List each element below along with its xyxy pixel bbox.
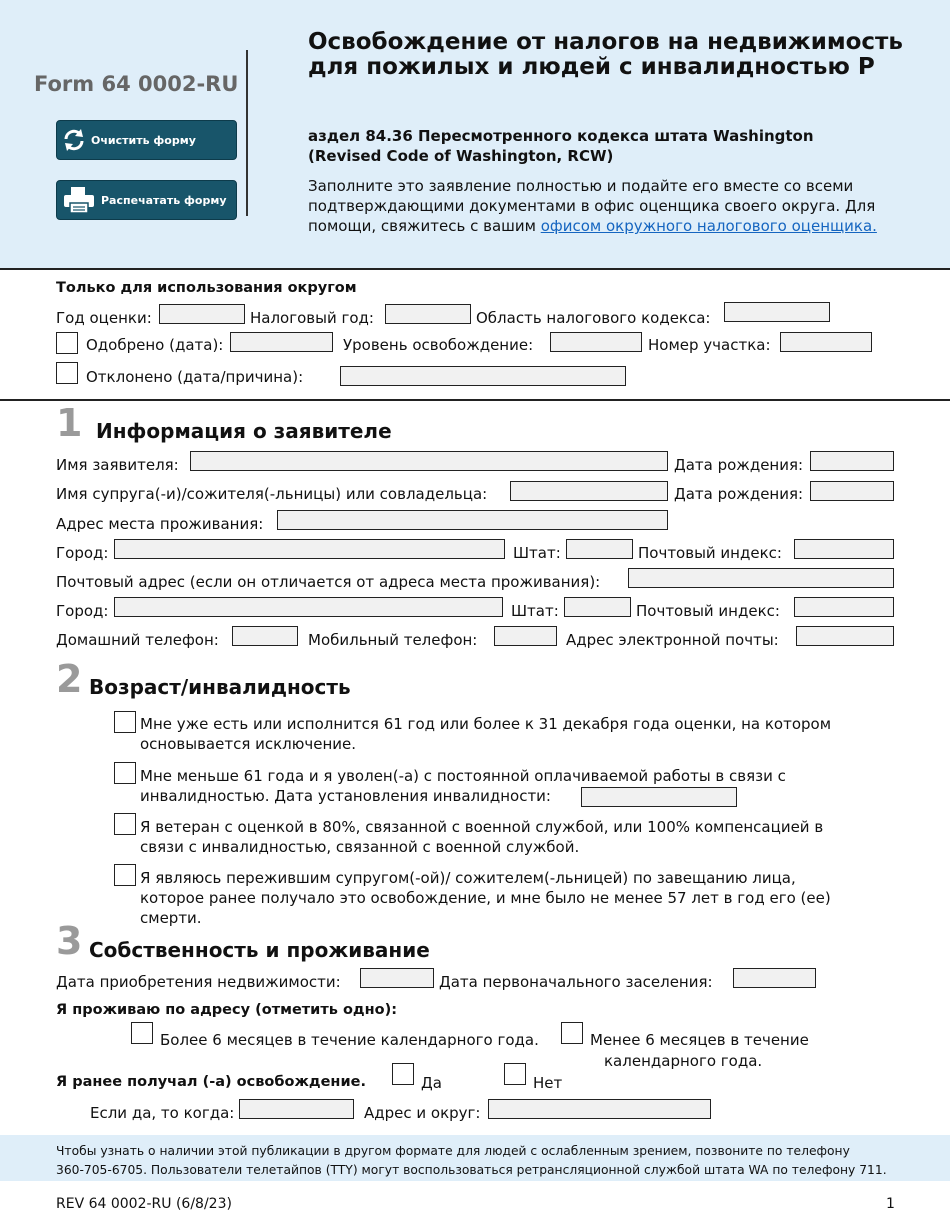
section1-title: Информация о заявителе bbox=[96, 419, 392, 443]
accessibility-line2: 360-705-6705. Пользователи телетайпов (TTY) могут воспользоваться ретрансляционной службой штата WA по телефону 711. bbox=[56, 1163, 887, 1177]
surviving-spouse-option bbox=[140, 868, 900, 928]
city2-label: Город: bbox=[56, 602, 109, 620]
prior-yes-checkbox[interactable] bbox=[392, 1063, 414, 1085]
mobile-phone-label: Мобильный телефон: bbox=[308, 631, 478, 649]
form-number: Form 64 0002-RU bbox=[34, 72, 239, 96]
veteran-line2: связи с инвалидностью, связанной с военной службой. bbox=[140, 838, 580, 856]
acquired-date-label: Дата приобретения недвижимости: bbox=[56, 973, 341, 991]
address-county-label: Адрес и округ: bbox=[364, 1104, 481, 1122]
state2-field[interactable] bbox=[564, 597, 631, 617]
more-than-6-label: Более 6 месяцев в течение календарного года. bbox=[160, 1031, 539, 1049]
printer-icon bbox=[57, 186, 101, 214]
subtitle bbox=[308, 126, 908, 166]
surviving-spouse-line3: смерти. bbox=[140, 909, 202, 927]
state-label: Штат: bbox=[513, 544, 561, 562]
section2-number: 2 bbox=[56, 657, 83, 701]
disability-option bbox=[140, 766, 900, 806]
disability-line1: Мне меньше 61 года и я уволен(-а) с постоянной оплачиваемой работы в связи с bbox=[140, 767, 786, 785]
revision-label: REV 64 0002-RU (6/8/23) bbox=[56, 1196, 232, 1212]
parcel-number-field[interactable] bbox=[780, 332, 872, 352]
spouse-birth-date-field[interactable] bbox=[810, 481, 894, 501]
birth-date-label: Дата рождения: bbox=[674, 456, 804, 474]
header-divider bbox=[246, 50, 248, 216]
email-field[interactable] bbox=[796, 626, 894, 646]
surviving-spouse-checkbox[interactable] bbox=[114, 864, 136, 886]
county-use-heading: Только для использования округом bbox=[56, 280, 357, 296]
zip-field[interactable] bbox=[794, 539, 894, 559]
home-phone-label: Домашний телефон: bbox=[56, 631, 219, 649]
clear-form-label: Очистить форму bbox=[91, 133, 196, 147]
surviving-spouse-line2: которое ранее получало это освобождение, и мне было не менее 57 лет в год его (ее) bbox=[140, 889, 831, 907]
tax-year-label: Налоговый год: bbox=[250, 309, 374, 327]
city-label: Город: bbox=[56, 544, 109, 562]
email-label: Адрес электронной почты: bbox=[566, 631, 779, 649]
refresh-icon bbox=[57, 126, 91, 154]
mailing-address-field[interactable] bbox=[628, 568, 894, 588]
denied-checkbox[interactable] bbox=[56, 362, 78, 384]
age-61-option bbox=[140, 714, 900, 754]
city-field[interactable] bbox=[114, 539, 505, 559]
veteran-line1: Я ветеран с оценкой в 80%, связанной с военной службой, или 100% компенсацией в bbox=[140, 818, 824, 836]
if-yes-when-label: Если да, то когда: bbox=[90, 1104, 235, 1122]
subtitle-line1: аздел 84.36 Пересмотренного кодекса штата Washington bbox=[308, 127, 814, 145]
spouse-name-field[interactable] bbox=[510, 481, 668, 501]
birth-date-field[interactable] bbox=[810, 451, 894, 471]
print-form-label: Распечатать форму bbox=[101, 193, 227, 207]
less-than-6-checkbox[interactable] bbox=[561, 1022, 583, 1044]
tax-code-area-label: Область налогового кодекса: bbox=[476, 309, 711, 327]
age-61-checkbox[interactable] bbox=[114, 711, 136, 733]
section3-title: Собственность и проживание bbox=[89, 938, 430, 962]
accessibility-notice bbox=[56, 1142, 936, 1180]
state-field[interactable] bbox=[566, 539, 633, 559]
state2-label: Штат: bbox=[511, 602, 559, 620]
city2-field[interactable] bbox=[114, 597, 503, 617]
spouse-birth-date-label: Дата рождения: bbox=[674, 485, 804, 503]
mobile-phone-field[interactable] bbox=[494, 626, 557, 646]
parcel-number-label: Номер участка: bbox=[648, 336, 771, 354]
section1-number: 1 bbox=[56, 401, 83, 445]
age-61-line2: основывается исключение. bbox=[140, 735, 357, 753]
residence-address-field[interactable] bbox=[277, 510, 668, 530]
approved-date-label: Одобрено (дата): bbox=[86, 336, 224, 354]
acquired-date-field[interactable] bbox=[360, 968, 434, 988]
occupancy-date-field[interactable] bbox=[733, 968, 816, 988]
tax-year-field[interactable] bbox=[385, 304, 471, 324]
tax-code-area-field[interactable] bbox=[724, 302, 830, 322]
residence-address-label: Адрес места проживания: bbox=[56, 515, 264, 533]
page-title: Освобождение от налогов на недвижимость для пожилых и людей с инвалидностью Р bbox=[308, 29, 903, 80]
less-than-6-line2: календарного года. bbox=[604, 1052, 763, 1070]
home-phone-field[interactable] bbox=[232, 626, 298, 646]
assessment-year-field[interactable] bbox=[159, 304, 245, 324]
divider bbox=[0, 399, 950, 401]
address-county-field[interactable] bbox=[488, 1099, 711, 1119]
disability-checkbox[interactable] bbox=[114, 762, 136, 784]
assessor-office-link[interactable]: офисом окружного налогового оценщика. bbox=[540, 217, 877, 235]
age-61-line1: Мне уже есть или исполнится 61 год или более к 31 декабря года оценки, на котором bbox=[140, 715, 832, 733]
assessment-year-label: Год оценки: bbox=[56, 309, 152, 327]
denied-field[interactable] bbox=[340, 366, 626, 386]
spouse-name-label: Имя супруга(-и)/сожителя(-льницы) или совладельца: bbox=[56, 485, 488, 503]
intro-text bbox=[308, 176, 888, 236]
residence-question: Я проживаю по адресу (отметить одно): bbox=[56, 1002, 398, 1018]
veteran-checkbox[interactable] bbox=[114, 813, 136, 835]
subtitle-line2: (Revised Code of Washington, RCW) bbox=[308, 147, 614, 165]
page-number: 1 bbox=[886, 1196, 895, 1212]
less-than-6-line1: Менее 6 месяцев в течение bbox=[590, 1031, 809, 1049]
intro-body: Заполните это заявление полностью и подайте его вместе со всеми подтверждающими документами в офис оценщика своего округа. Для помощи, свяжитесь с вашим bbox=[308, 177, 876, 235]
surviving-spouse-line1: Я являюсь пережившим супругом(-ой)/ сожителем(-льницей) по завещанию лица, bbox=[140, 869, 796, 887]
prior-exemption-question: Я ранее получал (-а) освобождение. bbox=[56, 1074, 366, 1090]
if-yes-when-field[interactable] bbox=[239, 1099, 354, 1119]
applicant-name-field[interactable] bbox=[190, 451, 668, 471]
prior-no-label: Нет bbox=[533, 1074, 563, 1092]
section3-number: 3 bbox=[56, 919, 83, 963]
approved-date-field[interactable] bbox=[230, 332, 333, 352]
accessibility-line1: Чтобы узнать о наличии этой публикации в другом формате для людей с ослабленным зрением, позвоните по телефону bbox=[56, 1144, 850, 1158]
exemption-level-label: Уровень освобождение: bbox=[343, 336, 534, 354]
applicant-name-label: Имя заявителя: bbox=[56, 456, 179, 474]
mailing-address-label: Почтовый адрес (если он отличается от адреса места проживания): bbox=[56, 573, 601, 591]
prior-no-checkbox[interactable] bbox=[504, 1063, 526, 1085]
veteran-option bbox=[140, 817, 900, 857]
zip-label: Почтовый индекс: bbox=[638, 544, 782, 562]
print-form-button[interactable] bbox=[56, 180, 237, 220]
zip2-field[interactable] bbox=[794, 597, 894, 617]
disability-date-field[interactable] bbox=[581, 787, 737, 807]
approved-checkbox[interactable] bbox=[56, 332, 78, 354]
exemption-level-field[interactable] bbox=[550, 332, 642, 352]
zip2-label: Почтовый индекс: bbox=[636, 602, 780, 620]
disability-line2: инвалидностью. Дата установления инвалидности: bbox=[140, 787, 551, 805]
prior-yes-label: Да bbox=[421, 1074, 442, 1092]
more-than-6-checkbox[interactable] bbox=[131, 1022, 153, 1044]
section2-title: Возраст/инвалидность bbox=[89, 675, 351, 699]
clear-form-button[interactable] bbox=[56, 120, 237, 160]
occupancy-date-label: Дата первоначального заселения: bbox=[439, 973, 713, 991]
denied-label: Отклонено (дата/причина): bbox=[86, 368, 304, 386]
